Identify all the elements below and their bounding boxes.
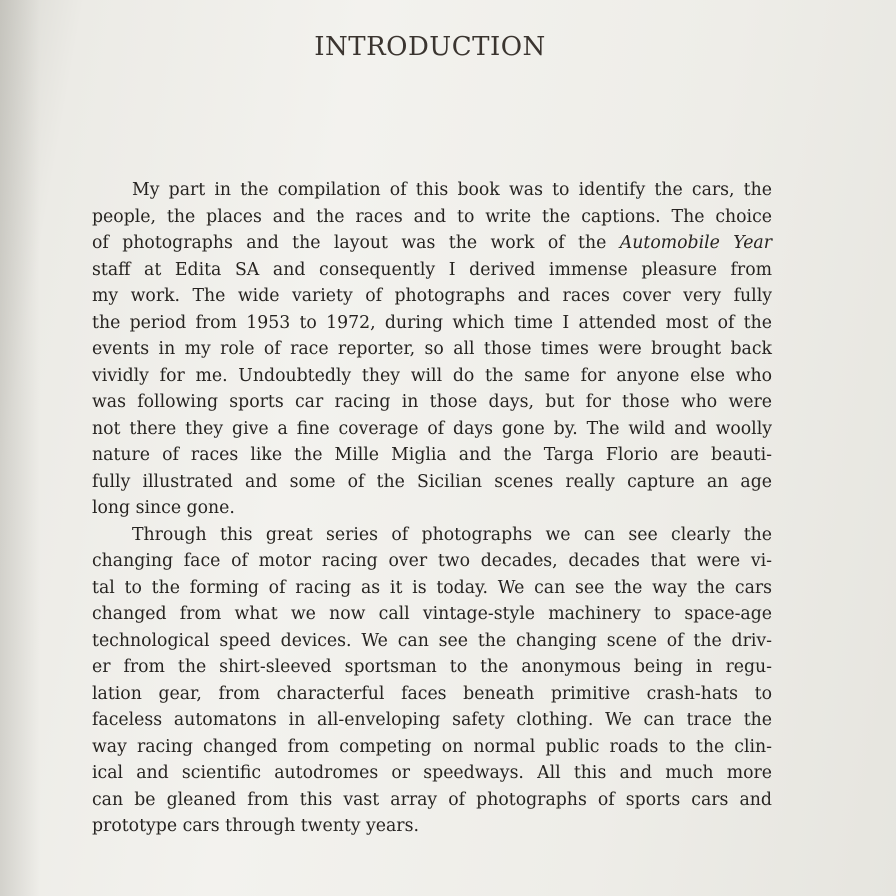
text-line: prototype cars through twenty years. <box>92 816 419 836</box>
text-line: way racing changed from competing on normal public roads to the clin- <box>92 736 772 757</box>
text-line: nature of races like the Mille Miglia and the Targa Florio are beauti- <box>92 445 772 465</box>
paragraph-1 <box>92 177 772 522</box>
text-line: ical and scientific autodromes or speedways. All this and much more <box>92 763 772 783</box>
text-line: people, the places and the races and to write the captions. The choice <box>92 206 772 227</box>
text-line: vividly for me. Undoubtedly they will do the same for anyone else who <box>92 365 772 386</box>
page-gutter-shadow <box>0 0 40 896</box>
paragraph-2 <box>92 522 772 840</box>
text-line: events in my role of race reporter, so all those times were brought back <box>92 339 772 359</box>
text-line: My part in the compilation of this book was to identify the cars, the <box>132 180 772 200</box>
text-line: lation gear, from characterful faces beneath primitive crash-hats to <box>92 683 772 704</box>
text-line: my work. The wide variety of photographs and races cover very fully <box>92 286 772 306</box>
italic-book-title: Automobile Year <box>619 233 772 253</box>
text-line: staff at Edita SA and consequently I derived immense pleasure from <box>92 259 772 280</box>
text-line-with-italic <box>92 230 772 257</box>
text-line: can be gleaned from this vast array of photographs of sports cars and <box>92 789 772 810</box>
text-line: technological speed devices. We can see the changing scene of the driv- <box>92 630 772 651</box>
text-line: the period from 1953 to 1972, during which time I attended most of the <box>92 312 772 333</box>
text-line-part: of photographs and the layout was the work of the <box>92 233 607 253</box>
text-line: not there they give a fine coverage of days gone by. The wild and woolly <box>92 418 772 439</box>
text-line: tal to the forming of racing as it is today. We can see the way the cars <box>92 577 772 598</box>
text-line: changing face of motor racing over two decades, decades that were vi- <box>92 551 772 571</box>
text-line: Through this great series of photographs we can see clearly the <box>132 524 772 545</box>
text-line: long since gone. <box>92 498 235 518</box>
text-line: was following sports car racing in those days, but for those who were <box>92 392 772 412</box>
text-line: changed from what we now call vintage-style machinery to space-age <box>92 604 772 624</box>
text-line: fully illustrated and some of the Sicilian scenes really capture an age <box>92 471 772 492</box>
page-title: INTRODUCTION <box>314 32 546 62</box>
text-line: faceless automatons in all-enveloping safety clothing. We can trace the <box>92 710 772 730</box>
introduction-body <box>92 177 772 840</box>
text-line: er from the shirt-sleeved sportsman to the anonymous being in regu- <box>92 657 772 677</box>
